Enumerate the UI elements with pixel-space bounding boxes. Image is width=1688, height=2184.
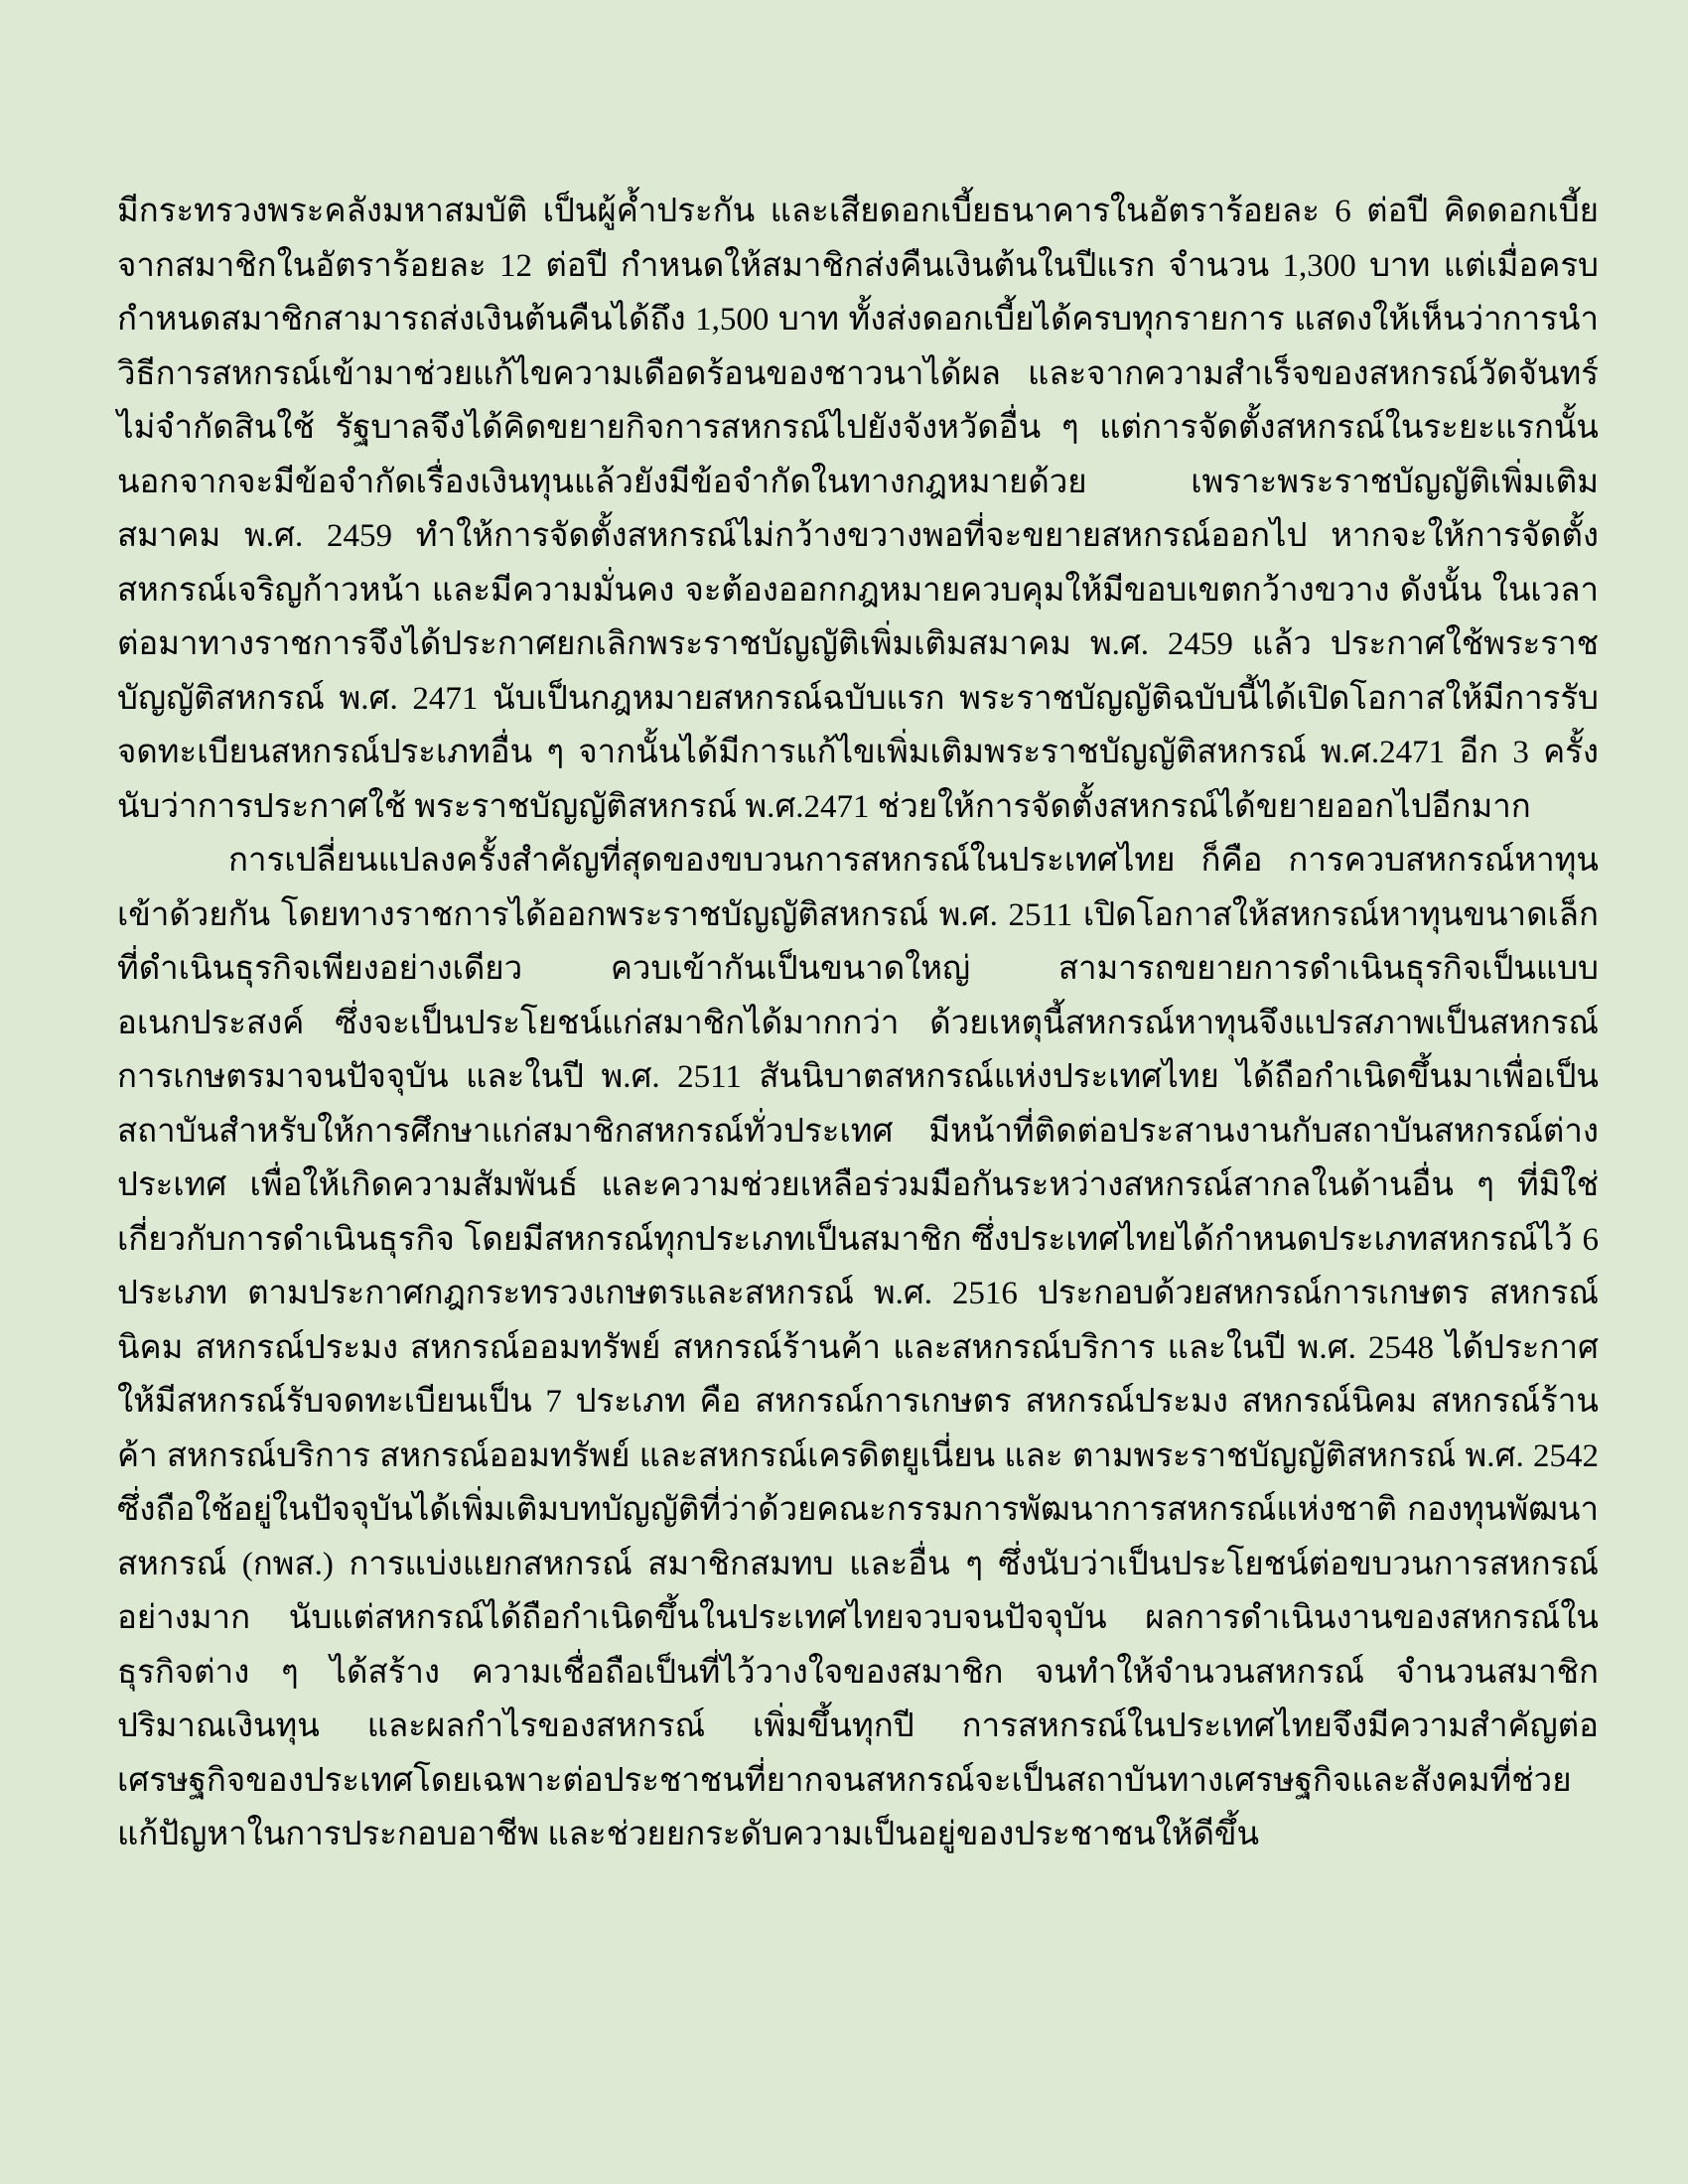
body-paragraph-1: มีกระทรวงพระคลังมหาสมบัติ เป็นผู้ค้ำประกัน และเสียดอกเบี้ยธนาคารในอัตราร้อยละ 6 ต่อปี คิดดอกเบี้ยจากสมาชิกในอัตราร้อยละ 12 ต่อปี กำหนดให้สมาชิกส่งคืนเงินต้นในปีแรก จำนวน 1,300 บาท แต่เมื่อครบกำหนดสมาชิกสามารถส่งเงินต้นคืนได้ถึง 1,500 บาท ทั้งส่งดอกเบี้ยได้ครบทุกรายการ แสดงให้เห็นว่าการนำวิธีการสหกรณ์เข้ามาช่วยแก้ไขความเดือดร้อนของชาวนาได้ผล และจากความสำเร็จของสหกรณ์วัดจันทร์ ไม่จำกัดสินใช้ รัฐบาลจึงได้คิดขยายกิจการสหกรณ์ไปยังจังหวัดอื่น ๆ แต่การจัดตั้งสหกรณ์ในระยะแรกนั้น นอกจากจะมีข้อจำกัดเรื่องเงินทุนแล้วยังมีข้อจำกัดในทางกฎหมายด้วย เพราะพระราชบัญญัติเพิ่มเติมสมาคม พ.ศ. 2459 ทำให้การจัดตั้งสหกรณ์ไม่กว้างขวางพอที่จะขยายสหกรณ์ออกไป หากจะให้การจัดตั้งสหกรณ์เจริญก้าวหน้า และมีความมั่นคง จะต้องออกกฎหมายควบคุมให้มีขอบเขตกว้างขวาง ดังนั้น ในเวลาต่อมาทางราชการจึงได้ประกาศยกเลิกพระราชบัญญัติเพิ่มเติมสมาคม พ.ศ. 2459 แล้ว ประกาศใช้พระราชบัญญัติสหกรณ์ พ.ศ. 2471 นับเป็นกฎหมายสหกรณ์ฉบับแรก พระราชบัญญัติฉบับนี้ได้เปิดโอกาสให้มีการรับจดทะเบียนสหกรณ์ประเภทอื่น ๆ จากนั้นได้มีการแก้ไขเพิ่มเติมพระราชบัญญัติสหกรณ์ พ.ศ.2471 อีก 3 ครั้งนับว่าการประกาศใช้ พระราชบัญญัติสหกรณ์ พ.ศ.2471 ช่วยให้การจัดตั้งสหกรณ์ได้ขยายออกไปอีกมาก — [117, 194, 1599, 825]
document-text-block — [117, 185, 1599, 1862]
body-paragraph-2: การเปลี่ยนแปลงครั้งสำคัญที่สุดของขบวนการสหกรณ์ในประเทศไทย ก็คือ การควบสหกรณ์หาทุนเข้าด้วยกัน โดยทางราชการได้ออกพระราชบัญญัติสหกรณ์ พ.ศ. 2511 เปิดโอกาสให้สหกรณ์หาทุนขนาดเล็ก ที่ดำเนินธุรกิจเพียงอย่างเดียว ควบเข้ากันเป็นขนาดใหญ่ สามารถขยายการดำเนินธุรกิจเป็นแบบอเนกประสงค์ ซึ่งจะเป็นประโยชน์แก่สมาชิกได้มากกว่า ด้วยเหตุนี้สหกรณ์หาทุนจึงแปรสภาพเป็นสหกรณ์การเกษตรมาจนปัจจุบัน และในปี พ.ศ. 2511 สันนิบาตสหกรณ์แห่งประเทศไทย ได้ถือกำเนิดขึ้นมาเพื่อเป็นสถาบันสำหรับให้การศึกษาแก่สมาชิกสหกรณ์ทั่วประเทศ มีหน้าที่ติดต่อประสานงานกับสถาบันสหกรณ์ต่างประเทศ เพื่อให้เกิดความสัมพันธ์ และความช่วยเหลือร่วมมือกันระหว่างสหกรณ์สากลในด้านอื่น ๆ ที่มิใช่เกี่ยวกับการดำเนินธุรกิจ โดยมีสหกรณ์ทุกประเภทเป็นสมาชิก ซึ่งประเทศไทยได้กำหนดประเภทสหกรณ์ไว้ 6 ประเภท ตามประกาศกฎกระทรวงเกษตรและสหกรณ์ พ.ศ. 2516 ประกอบด้วยสหกรณ์การเกษตร สหกรณ์นิคม สหกรณ์ประมง สหกรณ์ออมทรัพย์ สหกรณ์ร้านค้า และสหกรณ์บริการ และในปี พ.ศ. 2548 ได้ประกาศให้มีสหกรณ์รับจดทะเบียนเป็น 7 ประเภท คือ สหกรณ์การเกษตร สหกรณ์ประมง สหกรณ์นิคม สหกรณ์ร้านค้า สหกรณ์บริการ สหกรณ์ออมทรัพย์ และสหกรณ์เครดิตยูเนี่ยน และ ตามพระราชบัญญัติสหกรณ์ พ.ศ. 2542 ซึ่งถือใช้อยู่ในปัจจุบันได้เพิ่มเติมบทบัญญัติที่ว่าด้วยคณะกรรมการพัฒนาการสหกรณ์แห่งชาติ กองทุนพัฒนาสหกรณ์ (กพส.) การแบ่งแยกสหกรณ์ สมาชิกสมทบ และอื่น ๆ ซึ่งนับว่าเป็นประโยชน์ต่อขบวนการสหกรณ์อย่างมาก นับแต่สหกรณ์ได้ถือกำเนิดขึ้นในประเทศไทยจวบจนปัจจุบัน ผลการดำเนินงานของสหกรณ์ในธุรกิจต่าง ๆ ได้สร้าง ความเชื่อถือเป็นที่ไว้วางใจของสมาชิก จนทำให้จำนวนสหกรณ์ จำนวนสมาชิก ปริมาณเงินทุน และผลกำไรของสหกรณ์ เพิ่มขึ้นทุกปี การสหกรณ์ในประเทศไทยจึงมีความสำคัญต่อเศรษฐกิจของประเทศโดยเฉพาะต่อประชาชนที่ยากจนสหกรณ์จะเป็นสถาบันทางเศรษฐกิจและสังคมที่ช่วยแก้ปัญหาในการประกอบอาชีพ และช่วยยกระดับความเป็นอยู่ของประชาชนให้ดีขึ้น — [117, 843, 1599, 1852]
